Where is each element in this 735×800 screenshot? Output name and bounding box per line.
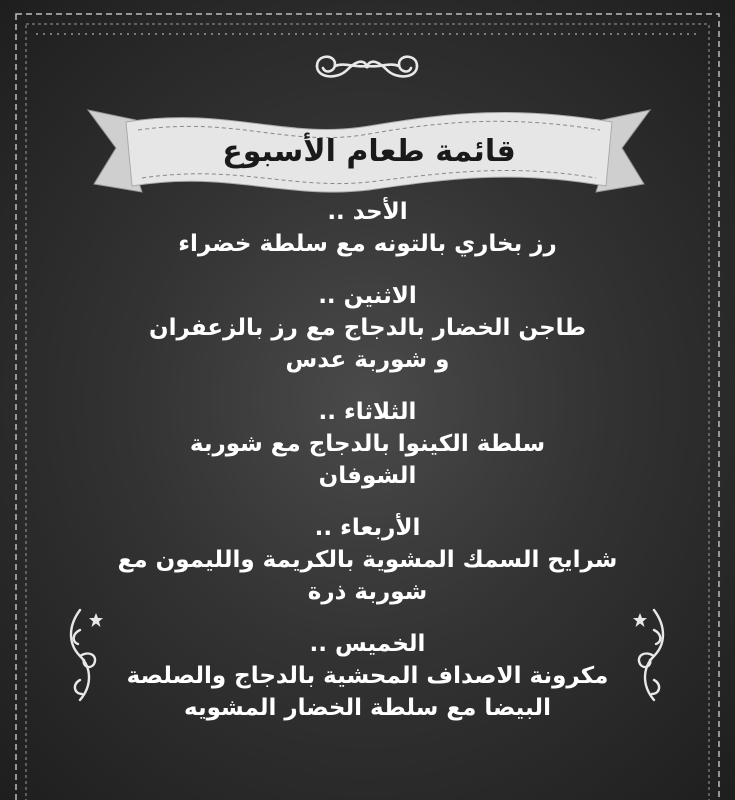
- star-icon: [632, 612, 648, 628]
- star-icon: [88, 612, 104, 628]
- day-dish: مكرونة الاصداف المحشية بالدجاج والصلصة البيضا مع سلطة الخضار المشويه: [126, 663, 609, 721]
- day-dish: سلطة الكينوا بالدجاج مع شوربة الشوفان: [189, 431, 546, 489]
- weekly-menu: [60, 196, 675, 724]
- day-dish: شرايح السمك المشوية بالكريمة والليمون مع شوربة ذرة: [117, 547, 618, 605]
- day-item-thursday: [60, 628, 675, 724]
- day-item-sunday: [60, 196, 675, 260]
- day-dish: طاجن الخضار بالدجاج مع رز بالزعفران و شوربة عدس: [149, 315, 586, 373]
- scroll-flourish-icon: [62, 600, 112, 710]
- day-item-wednesday: [60, 512, 675, 608]
- day-name: الخميس ..: [309, 631, 426, 657]
- day-item-monday: [60, 280, 675, 376]
- day-name: الثلاثاء ..: [318, 399, 417, 425]
- swirl-ornament-icon: [295, 44, 440, 88]
- day-name: الأربعاء ..: [314, 515, 421, 541]
- day-name: الأحد ..: [327, 199, 408, 225]
- menu-title: قائمة طعام الأسبوع: [222, 134, 516, 169]
- day-item-tuesday: [60, 396, 675, 492]
- title-banner: [86, 100, 652, 204]
- day-name: الاثنين ..: [318, 283, 417, 309]
- day-dish: رز بخاري بالتونه مع سلطة خضراء: [178, 231, 557, 257]
